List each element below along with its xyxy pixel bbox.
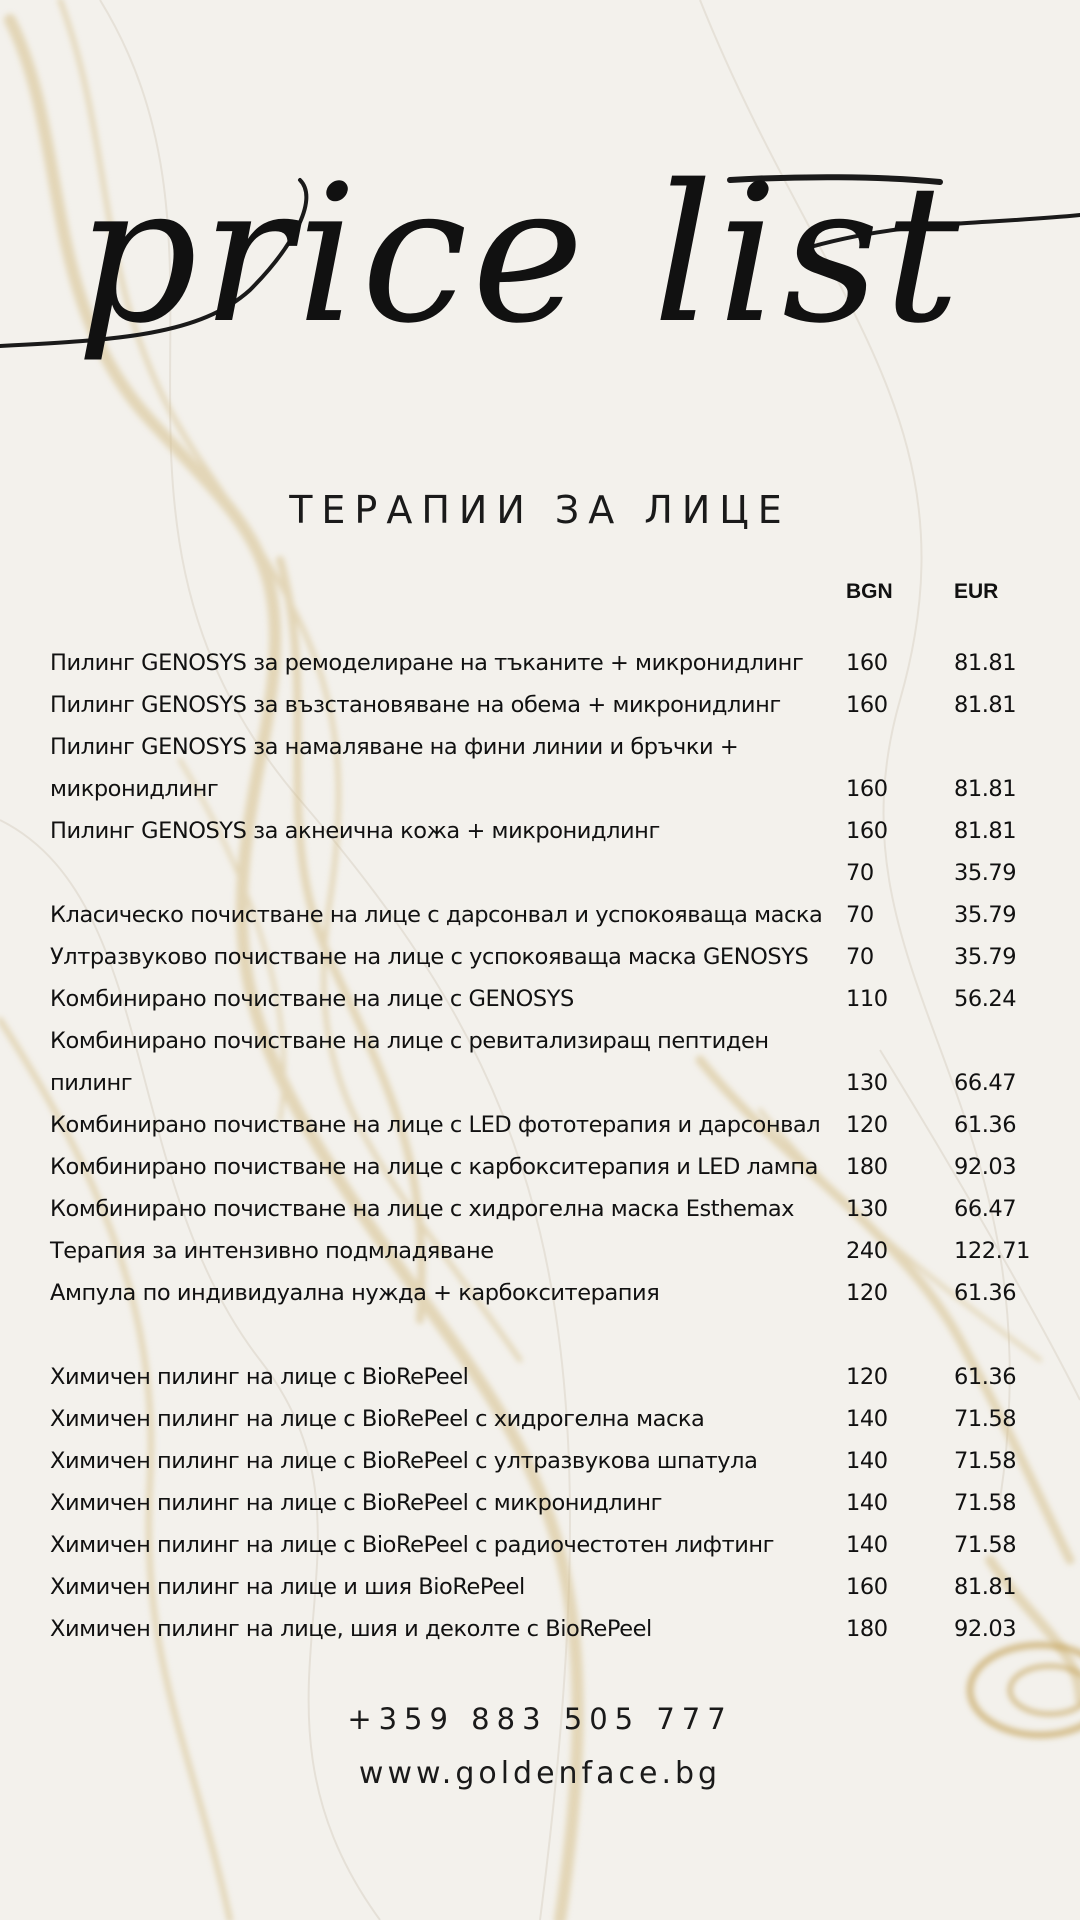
service-name: Комбинирано почистване на лице с LED фототерапия и дарсонвал <box>50 1112 821 1138</box>
price-row <box>50 726 1060 768</box>
price-bgn: 70 <box>846 902 874 928</box>
price-eur: 35.79 <box>954 944 1017 970</box>
price-table <box>50 642 1060 1650</box>
service-name: Комбинирано почистване на лице с хидрогелна маска Esthemax <box>50 1196 795 1222</box>
price-row <box>50 1188 1060 1230</box>
price-eur: 92.03 <box>954 1154 1017 1180</box>
price-eur: 81.81 <box>954 818 1017 844</box>
price-row <box>50 894 1060 936</box>
price-row <box>50 1314 1060 1356</box>
service-name: Химичен пилинг на лице с BioRePeel с микронидлинг <box>50 1490 663 1516</box>
price-bgn: 240 <box>846 1238 888 1264</box>
price-list-title <box>0 100 1080 440</box>
price-bgn: 70 <box>846 860 874 886</box>
price-row <box>50 1566 1060 1608</box>
service-name: Класическо почистване на лице с дарсонвал и успокояваща маска <box>50 902 823 928</box>
price-row <box>50 1062 1060 1104</box>
price-eur: 66.47 <box>954 1070 1017 1096</box>
price-row <box>50 936 1060 978</box>
price-row <box>50 1608 1060 1650</box>
service-name: Пилинг GENOSYS за акнеична кожа + микронидлинг <box>50 818 660 844</box>
price-eur: 81.81 <box>954 650 1017 676</box>
price-eur: 66.47 <box>954 1196 1017 1222</box>
price-row <box>50 768 1060 810</box>
price-bgn: 140 <box>846 1448 888 1474</box>
price-row <box>50 1482 1060 1524</box>
price-row <box>50 810 1060 852</box>
price-row <box>50 1104 1060 1146</box>
service-name: Комбинирано почистване на лице с карбокситерапия и LED лампа <box>50 1154 818 1180</box>
service-name: Комбинирано почистване на лице с ревитализиращ пептиден <box>50 1028 769 1054</box>
price-row <box>50 1146 1060 1188</box>
price-bgn: 110 <box>846 986 888 1012</box>
service-name: Ампула по индивидуална нужда + карбокситерапия <box>50 1280 660 1306</box>
price-eur: 61.36 <box>954 1280 1017 1306</box>
price-eur: 122.71 <box>954 1238 1031 1264</box>
price-bgn: 130 <box>846 1070 888 1096</box>
price-bgn: 120 <box>846 1112 888 1138</box>
column-header-bgn: BGN <box>846 580 893 603</box>
price-eur: 35.79 <box>954 902 1017 928</box>
price-bgn: 140 <box>846 1490 888 1516</box>
service-name: Пилинг GENOSYS за ремоделиране на тъканите + микронидлинг <box>50 650 804 676</box>
price-row <box>50 642 1060 684</box>
price-row <box>50 1020 1060 1062</box>
price-bgn: 140 <box>846 1406 888 1432</box>
price-eur: 81.81 <box>954 1574 1017 1600</box>
price-bgn: 160 <box>846 650 888 676</box>
price-eur: 71.58 <box>954 1406 1017 1432</box>
price-row <box>50 978 1060 1020</box>
price-row <box>50 1356 1060 1398</box>
price-bgn: 120 <box>846 1280 888 1306</box>
price-bgn: 180 <box>846 1616 888 1642</box>
service-name: Химичен пилинг на лице с BioRePeel <box>50 1364 469 1390</box>
section-heading: ТЕРАПИИ ЗА ЛИЦЕ <box>289 488 791 532</box>
price-bgn: 140 <box>846 1532 888 1558</box>
price-bgn: 160 <box>846 692 888 718</box>
price-eur: 56.24 <box>954 986 1017 1012</box>
price-eur: 92.03 <box>954 1616 1017 1642</box>
price-eur: 81.81 <box>954 776 1017 802</box>
website-link[interactable]: www.goldenface.bg <box>358 1756 722 1791</box>
price-eur: 35.79 <box>954 860 1017 886</box>
price-bgn: 130 <box>846 1196 888 1222</box>
service-name: Пилинг GENOSYS за намаляване на фини линии и бръчки + <box>50 734 739 760</box>
price-bgn: 160 <box>846 1574 888 1600</box>
service-name: Комбинирано почистване на лице с GENOSYS <box>50 986 574 1012</box>
service-name: Терапия за интензивно подмладяване <box>50 1238 494 1264</box>
price-eur: 61.36 <box>954 1364 1017 1390</box>
price-bgn: 120 <box>846 1364 888 1390</box>
price-row <box>50 852 1060 894</box>
price-row <box>50 1440 1060 1482</box>
price-bgn: 160 <box>846 818 888 844</box>
title-text: price list <box>76 144 964 365</box>
service-name: микронидлинг <box>50 776 219 802</box>
service-name: Химичен пилинг на лице с BioRePeel с ултразвукова шпатула <box>50 1448 758 1474</box>
price-eur: 71.58 <box>954 1448 1017 1474</box>
price-row <box>50 1398 1060 1440</box>
service-name: Химичен пилинг на лице с BioRePeel с хидрогелна маска <box>50 1406 705 1432</box>
service-name: Ултразвуково почистване на лице с успокояваща маска GENOSYS <box>50 944 809 970</box>
price-row <box>50 684 1060 726</box>
column-header-eur: EUR <box>954 580 999 603</box>
price-bgn: 70 <box>846 944 874 970</box>
service-name: пилинг <box>50 1070 133 1096</box>
price-eur: 71.58 <box>954 1490 1017 1516</box>
price-row <box>50 1230 1060 1272</box>
price-row <box>50 1524 1060 1566</box>
service-name: Пилинг GENOSYS за възстановяване на обема + микронидлинг <box>50 692 781 718</box>
price-row <box>50 1272 1060 1314</box>
service-name: Химичен пилинг на лице и шия BioRePeel <box>50 1574 525 1600</box>
phone-number[interactable]: +359 883 505 777 <box>347 1702 733 1736</box>
service-name: Химичен пилинг на лице с BioRePeel с радиочестотен лифтинг <box>50 1532 775 1558</box>
price-eur: 61.36 <box>954 1112 1017 1138</box>
price-bgn: 160 <box>846 776 888 802</box>
price-eur: 81.81 <box>954 692 1017 718</box>
price-bgn: 180 <box>846 1154 888 1180</box>
price-eur: 71.58 <box>954 1532 1017 1558</box>
service-name: Химичен пилинг на лице, шия и деколте с BioRePeel <box>50 1616 652 1642</box>
